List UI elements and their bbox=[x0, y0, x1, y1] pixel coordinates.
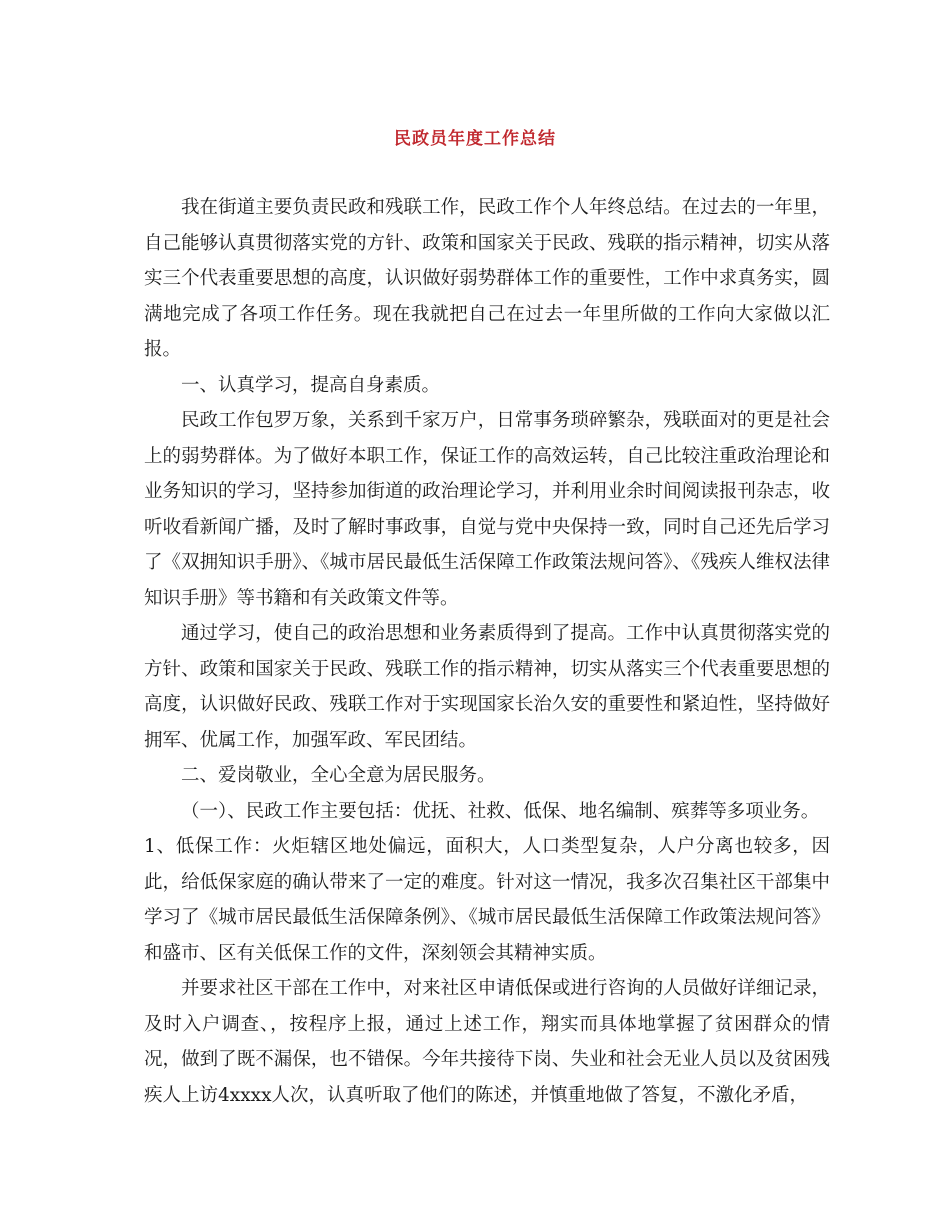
section-heading-2: 二、爱岗敬业，全心全意为居民服务。 bbox=[181, 765, 496, 786]
document-body bbox=[144, 190, 830, 1113]
paragraph-dibao-continued: 并要求社区干部在工作中，对来社区申请低保或进行咨询的人员做好详细记录，及时入户调查、，按程序上报，通过上述工作，翔实而具体地掌握了贫困群众的情况，做到了既不漏保，也不错保。今年共接待下岗、失业和社会无业人员以及贫困残疾人上访4xxxx人次，认真听取了他们的陈述，并慎重地做了答复，不激化矛盾， bbox=[144, 978, 830, 1106]
subsection-heading-1: （一）、民政工作主要包括：优抚、社救、低保、地名编制、殡葬等多项业务。 bbox=[181, 800, 820, 822]
section-heading-1: 一、认真学习，提高自身素质。 bbox=[181, 374, 441, 396]
paragraph-study: 民政工作包罗万象，关系到千家万户，日常事务琐碎繁杂，残联面对的更是社会上的弱势群体。为了做好本职工作，保证工作的高效运转，自己比较注重政治理论和业务知识的学习，坚持参加街道的政治理论学习，并利用业余时间阅读报刊杂志，收听收看新闻广播，及时了解时事政事，自觉与党中央保持一致，同时自己还先后学习了《双拥知识手册》、《城市居民最低生活保障工作政策法规问答》、《残疾人维权法律知识手册》等书籍和有关政策文件等。 bbox=[144, 410, 830, 609]
paragraph-intro: 我在街道主要负责民政和残联工作，民政工作个人年终总结。在过去的一年里，自己能够认真贯彻落实党的方针、政策和国家关于民政、残联的指示精神，切实从落实三个代表重要思想的高度，认识做好弱势群体工作的重要性，工作中求真务实，圆满地完成了各项工作任务。现在我就把自己在过去一年里所做的工作向大家做以汇报。 bbox=[144, 197, 830, 360]
paragraph-dibao: 1、低保工作：火炬辖区地处偏远，面积大，人口类型复杂，人户分离也较多，因此，给低保家庭的确认带来了一定的难度。针对这一情况，我多次召集社区干部集中学习了《城市居民最低生活保障条例》、《城市居民最低生活保障工作政策法规问答》和盛市、区有关低保工作的文件，深刻领会其精神实质。 bbox=[144, 836, 830, 964]
document-title: 民政员年度工作总结 bbox=[394, 129, 556, 149]
paragraph-study-result: 通过学习，使自己的政治思想和业务素质得到了提高。工作中认真贯彻落实党的方针、政策和国家关于民政、残联工作的指示精神，切实从落实三个代表重要思想的高度，认识做好民政、残联工作对于实现国家长治久安的重要性和紧迫性，坚持做好拥军、优属工作，加强军政、军民团结。 bbox=[144, 623, 830, 751]
